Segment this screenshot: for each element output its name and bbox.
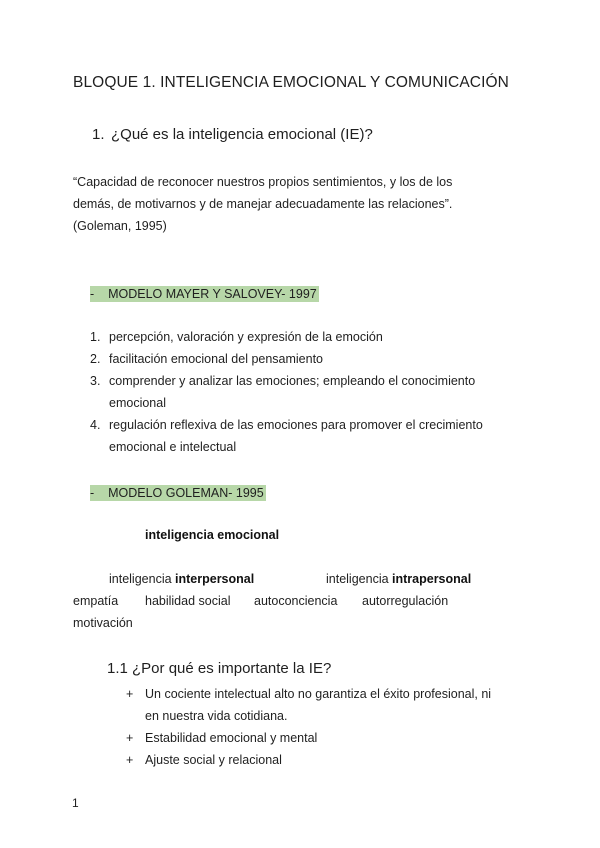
bullet-item: Un cociente intelectual alto no garantiza el éxito profesional, ni: [145, 687, 492, 701]
list-item: facilitación emocional del pensamiento: [109, 352, 324, 366]
term-bold: intrapersonal: [392, 572, 472, 586]
section-heading: ¿Qué es la inteligencia emocional (IE)?: [111, 126, 373, 143]
component-motivacion: motivación: [73, 616, 133, 630]
list-number: 3.: [90, 374, 101, 388]
subsection-heading: 1.1 ¿Por qué es importante la IE?: [107, 660, 332, 677]
component-habilidad-social: habilidad social: [145, 594, 231, 608]
list-number: 2.: [90, 352, 101, 366]
component-autorregulacion: autorregulación: [362, 594, 449, 608]
plus-bullet-icon: +: [126, 687, 134, 701]
model-label: MODELO GOLEMAN- 1995: [108, 486, 264, 500]
highlight-label: [90, 286, 319, 302]
section-number: 1.: [92, 126, 105, 143]
intrapersonal-term: [326, 572, 471, 586]
quote-line-3: (Goleman, 1995): [73, 219, 167, 233]
bullet-item: Estabilidad emocional y mental: [145, 731, 318, 745]
model-label: MODELO MAYER Y SALOVEY- 1997: [108, 287, 317, 301]
dash-marker: -: [90, 287, 95, 301]
plus-bullet-icon: +: [126, 731, 134, 745]
dash-marker: -: [90, 486, 95, 500]
list-item: comprender y analizar las emociones; empleando el conocimiento: [109, 374, 476, 388]
term-bold: interpersonal: [175, 572, 255, 586]
list-item-continuation: emocional: [109, 396, 166, 410]
list-number: 1.: [90, 330, 101, 344]
quote-line-1: “Capacidad de reconocer nuestros propios sentimientos, y los de los: [73, 175, 453, 189]
list-item: percepción, valoración y expresión de la emoción: [109, 330, 383, 344]
component-empatia: empatía: [73, 594, 119, 608]
page-number: 1: [72, 796, 79, 810]
component-autoconciencia: autoconciencia: [254, 594, 338, 608]
highlight-label: [90, 485, 266, 501]
interpersonal-term: [109, 572, 254, 586]
term-prefix: inteligencia: [326, 572, 393, 586]
center-term: [145, 528, 279, 542]
model-goleman-heading: [90, 484, 266, 502]
list-item: regulación reflexiva de las emociones para promover el crecimiento: [109, 418, 483, 432]
bullet-item-continuation: en nuestra vida cotidiana.: [145, 709, 288, 723]
document-title: BLOQUE 1. INTELIGENCIA EMOCIONAL Y COMUNICACIÓN: [73, 74, 509, 91]
quote-line-2: demás, de motivarnos y de manejar adecuadamente las relaciones”.: [73, 197, 453, 211]
list-item-continuation: emocional e intelectual: [109, 440, 237, 454]
list-number: 4.: [90, 418, 101, 432]
center-term-text: inteligencia emocional: [145, 528, 280, 542]
term-prefix: inteligencia: [109, 572, 176, 586]
plus-bullet-icon: +: [126, 753, 134, 767]
model-mayer-salovey-heading: [90, 285, 319, 303]
bullet-item: Ajuste social y relacional: [145, 753, 282, 767]
